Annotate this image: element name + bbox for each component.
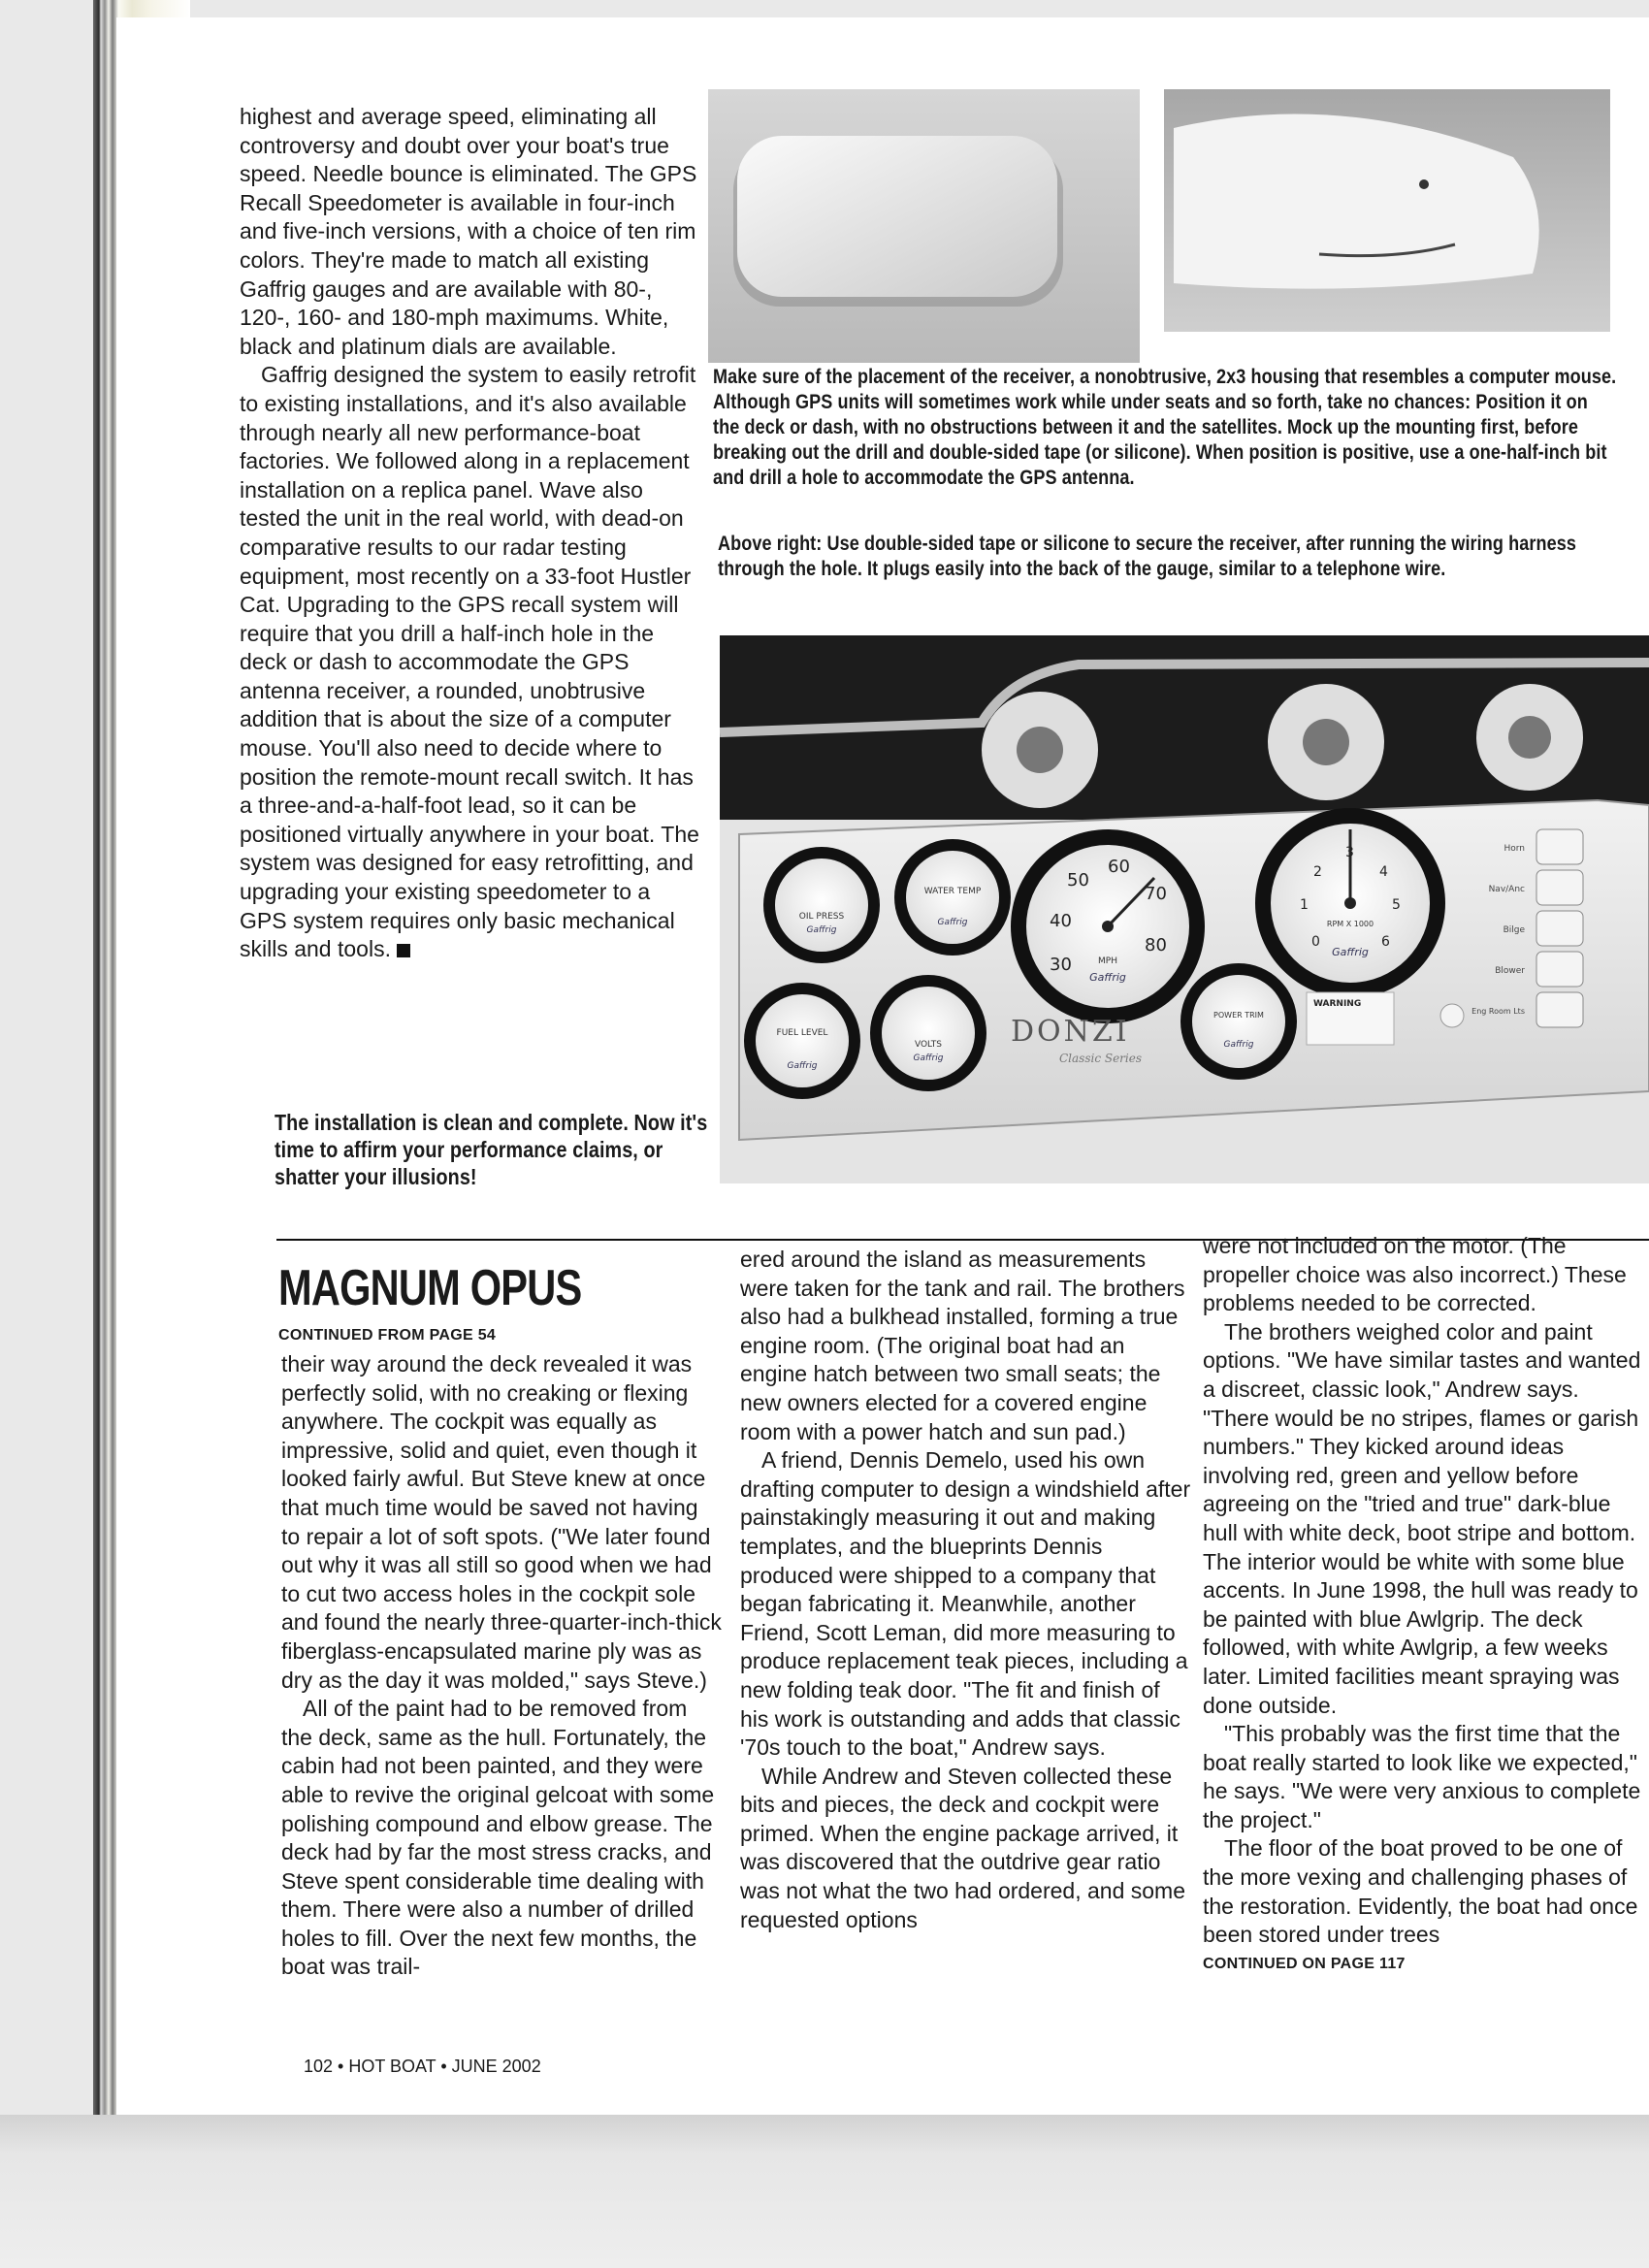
article-col3-paragraph-2: The brothers weighed color and paint options. "We have similar tastes and wanted a discreet, classic look," Andrew says. "There would be no stripes, flames or garish numbers." They kicked around ideas involving red, green and yellow before agreeing on the "tried and true" dark-blue hull with white deck, boot stripe and bottom. The interior would be white with some blue accents. In June 1998, the hull was ready to be painted with blue Awlgrip. The deck followed, with white Awlgrip, a few weeks later. Limited facilities meant spraying was done outside. [1203, 1318, 1641, 1718]
article-column-2 [740, 1246, 1191, 1934]
water-temp-brand: Gaffrig [937, 918, 968, 927]
article-col3-paragraph-4: The floor of the boat proved to be one of the more vexing and challenging phases of the restoration. Evidently, the boat had once been stored under trees [1203, 1835, 1638, 1948]
top-text-column [240, 103, 700, 964]
speedo-tick-70: 70 [1145, 884, 1167, 904]
speedo-tick-60: 60 [1108, 857, 1130, 877]
speedo-tick-30: 30 [1050, 955, 1072, 975]
article-col1-paragraph-2: All of the paint had to be removed from the deck, same as the hull. Fortunately, the cabin had not been painted, and they were able to revive the original gelcoat with some polishing compound and elbow grease. The deck had by far the most stress cracks, and Steve spent considerable time dealing with them. There were also a number of drilled holes to fill. Over the next few months, the boat was trail- [281, 1696, 715, 1980]
installation-caption: The installation is clean and complete. Now it's time to affirm your performance claims, or shatter your illusions! [275, 1110, 708, 1189]
tach-tick-1: 1 [1300, 897, 1309, 913]
water-temp-label: WATER TEMP [923, 887, 982, 896]
tach-tick-2: 2 [1313, 864, 1322, 880]
donzi-logo-sub: Classic Series [1059, 1052, 1143, 1065]
fuel-level-brand: Gaffrig [787, 1061, 818, 1071]
tach-tick-5: 5 [1392, 897, 1401, 913]
article-col2-paragraph-1: ered around the island as measurements were taken for the tank and rail. The brothers also had a bulkhead installed, forming a true engine room. (The original boat had an engine hatch between two small seats; the new owners elected for a covered engine room with a power hatch and sun pad.) [740, 1247, 1185, 1444]
speedo-unit: MPH [1098, 956, 1117, 966]
trailer-wheel-icon [1268, 684, 1384, 800]
oil-pressure-gauge [763, 847, 880, 963]
above-right-caption: Above right: Use double-sided tape or silicone to secure the receiver, after running the wiring harness through the hole. It plugs easily into the back of the gauge, similar to a telephone wire. [718, 533, 1576, 580]
tach-brand: Gaffrig [1332, 946, 1369, 958]
speedo-brand: Gaffrig [1089, 971, 1126, 984]
trailer-wheel-icon [1476, 684, 1583, 791]
speedo-tick-50: 50 [1067, 870, 1089, 891]
continued-from-label: CONTINUED FROM PAGE 54 [278, 1327, 497, 1344]
receiver-wiring-photo [1164, 89, 1610, 332]
tach-tick-6: 6 [1381, 934, 1390, 950]
speedometer-gauge [1011, 829, 1205, 1023]
article-col1-paragraph-1: their way around the deck revealed it was perfectly solid, with no creaking or flexing anywhere. The cockpit was equally as impressive, solid and quiet, even though it looked fairly awful. But Steve knew at once that much time would be saved not having to repair a lot of soft spots. ("We later found out why it was all still so good when we had to cut two access holes in the cockpit sole and found the nearly three-quarter-inch-thick fiberglass-encapsulated marine ply was as dry as the day it was molded," says Steve.) [281, 1351, 722, 1693]
article-column-1 [281, 1350, 723, 1982]
water-temp-gauge [894, 839, 1011, 956]
switch-label-horn: Horn [1504, 844, 1525, 854]
oil-pressure-label: OIL PRESS [798, 912, 845, 922]
fuel-level-gauge [744, 983, 860, 1099]
receiver-caption: Make sure of the placement of the receiver, a nonobtrusive, 2x3 housing that resembles a computer mouse. Although GPS units will sometimes work while under seats and so forth, take no chances: Position it on the deck or dash, with no obstructions between it and the satellites. Mock up the mounting first, before breaking out the drill and double-sided tape (or silicone). When position is positive, use a one-half-inch bit and drill a hole to accommodate the GPS antenna. [713, 366, 1617, 489]
power-trim-brand: Gaffrig [1223, 1040, 1254, 1050]
article-col3-paragraph-3: "This probably was the first time that the boat really started to look like we expected," he says. "We were very anxious to complete the project." [1203, 1721, 1641, 1832]
volts-brand: Gaffrig [913, 1053, 944, 1063]
speedo-tick-80: 80 [1145, 935, 1167, 956]
top-paragraph-1: highest and average speed, eliminating all controversy and doubt over your boat's true speed. Needle bounce is eliminated. The GPS Recall Speedometer is available in four-inch and five-inch versions, with a choice of ten rim colors. They're made to match all existing Gaffrig gauges and are available with 80-, 120-, 160- and 180-mph maximums. White, black and platinum dials are available. [240, 104, 697, 359]
fuel-level-label: FUEL LEVEL [776, 1028, 828, 1038]
article-col2-paragraph-2: A friend, Dennis Demelo, used his own drafting computer to design a windshield after painstakingly measuring it out and making templates, and the blueprints Dennis produced were shipped to a company that began fabricating it. Meanwhile, another Friend, Scott Leman, did more measuring to produce replacement teak pieces, including a new folding teak door. "The fit and finish of his work is outstanding and adds that classic '70s touch to the boat," Andrew says. [740, 1447, 1191, 1761]
tach-tick-3: 3 [1345, 845, 1354, 860]
power-trim-label: POWER TRIM [1213, 1011, 1264, 1020]
switch-label-bilge: Bilge [1503, 925, 1525, 935]
tach-tick-4: 4 [1379, 864, 1388, 880]
receiver-photo [708, 89, 1140, 363]
tach-tick-0: 0 [1311, 934, 1320, 950]
article-col2-paragraph-3: While Andrew and Steven collected these bits and pieces, the deck and cockpit were primed. When the engine package arrived, it was discovered that the outdrive gear ratio was not what the two had ordered, and some requested options [740, 1763, 1186, 1932]
top-paragraph-2: Gaffrig designed the system to easily retrofit to existing installations, and it's also available through nearly all new performance-boat factories. We followed along in a replacement installation on a replica panel. Wave also tested the unit in the real world, with dead-on comparative results to our radar testing equipment, most recently on a 33-foot Hustler Cat. Upgrading to the GPS recall system will require that you drill a half-inch hole in the deck or dash to accommodate the GPS antenna receiver, a rounded, unobtrusive addition that is about the size of a computer mouse. You'll also need to decide where to position the remote-mount recall switch. It has a three-and-a-half-foot lead, so it can be positioned virtually anywhere in your boat. The system was designed for easy retrofitting, and upgrading your existing speedometer to a GPS system requires only basic mechanical skills and tools. [240, 362, 699, 962]
volts-label: VOLTS [914, 1040, 943, 1050]
dash-panel-photo [720, 635, 1649, 1183]
switch-label-blower: Blower [1495, 966, 1525, 976]
scan-shadow [0, 2115, 1649, 2268]
trailer-wheel-icon [982, 692, 1098, 808]
power-trim-gauge [1180, 963, 1297, 1080]
oil-pressure-brand: Gaffrig [806, 925, 837, 935]
donzi-logo: DONZI [1011, 1015, 1130, 1049]
recall-switch [1440, 1004, 1464, 1027]
article-col3-paragraph-1: were not included on the motor. (The propeller choice was also incorrect.) These problems needed to be corrected. [1203, 1233, 1627, 1316]
continued-to-label: CONTINUED ON PAGE 117 [1203, 1955, 1406, 1972]
speedo-tick-40: 40 [1050, 911, 1072, 931]
warning-plate-text: WARNING [1313, 999, 1362, 1009]
switch-label-eng-room-lts: Eng Room Lts [1471, 1007, 1525, 1016]
article-headline: MAGNUM OPUS [278, 1260, 582, 1316]
article-column-3 [1203, 1232, 1644, 1978]
page-folio: 102 • HOT BOAT • JUNE 2002 [304, 2057, 541, 2076]
switch-label-nav-anc: Nav/Anc [1488, 885, 1525, 894]
tach-unit: RPM X 1000 [1326, 920, 1374, 928]
tachometer-gauge [1255, 808, 1445, 998]
end-mark-icon [397, 944, 410, 957]
volts-gauge [870, 975, 986, 1091]
